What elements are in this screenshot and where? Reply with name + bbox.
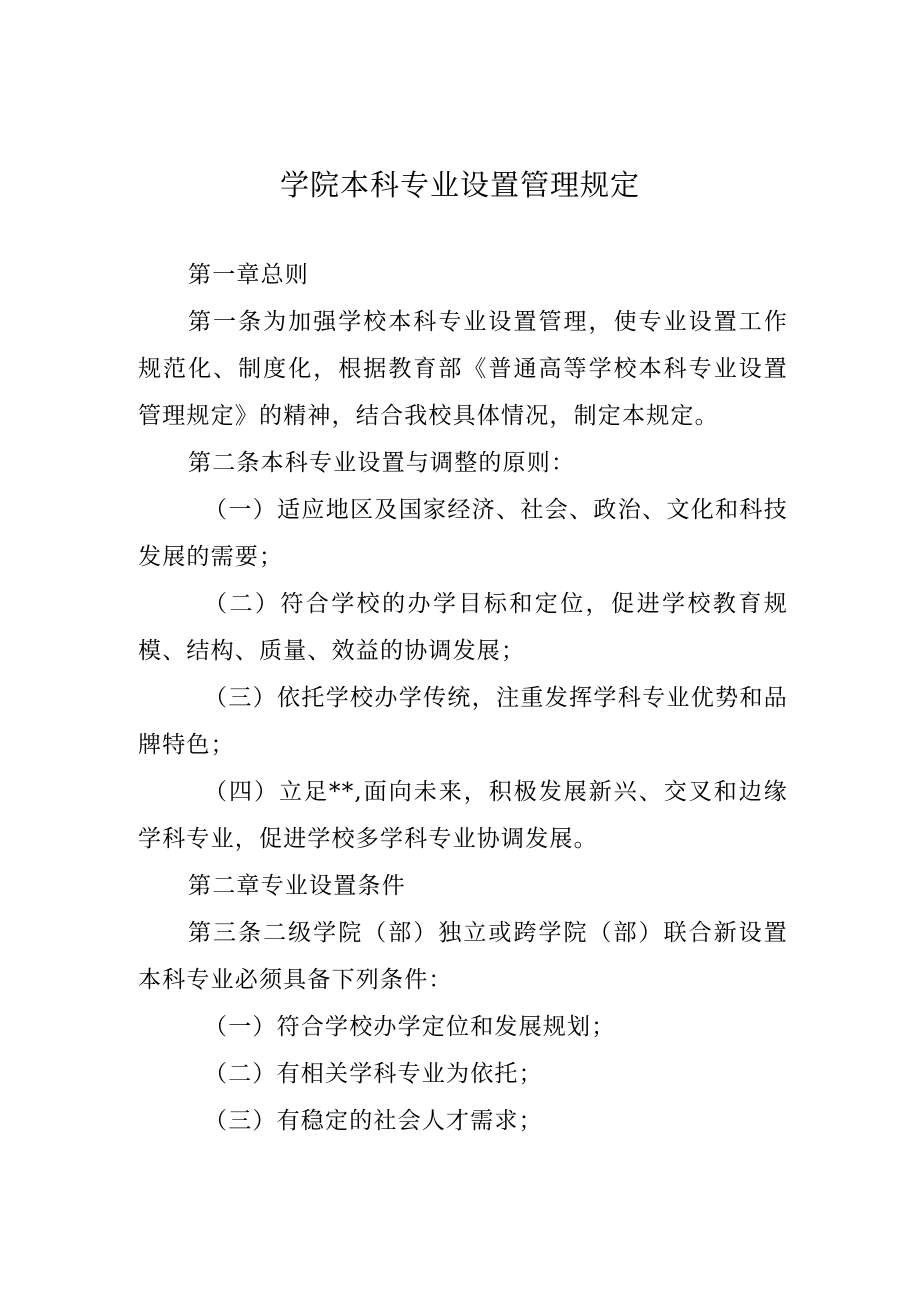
document-body <box>138 252 788 1145</box>
article-2-item-4: （四）立足**,面向未来，积极发展新兴、交叉和边缘学科专业，促进学校多学科专业协调发展。 <box>138 779 788 852</box>
article-3-item-1: （一）符合学校办学定位和发展规划； <box>204 1014 616 1040</box>
article-3: 第三条二级学院（部）独立或跨学院（部）联合新设置本科专业必须具备下列条件： <box>138 920 788 993</box>
article-2-item-1: （一）适应地区及国家经济、社会、政治、文化和科技发展的需要； <box>138 497 788 570</box>
chapter-heading-1: 第一章总则 <box>188 262 309 288</box>
article-2: 第二条本科专业设置与调整的原则： <box>188 450 576 476</box>
article-1: 第一条为加强学校本科专业设置管理，使专业设置工作规范化、制度化，根据教育部《普通高等学校本科专业设置管理规定》的精神，结合我校具体情况，制定本规定。 <box>138 309 788 429</box>
article-2-item-2: （二）符合学校的办学目标和定位，促进学校教育规模、结构、质量、效益的协调发展； <box>138 591 788 664</box>
document-title: 学院本科专业设置管理规定 <box>279 168 640 202</box>
article-3-item-3: （三）有稳定的社会人才需求； <box>204 1108 543 1134</box>
article-2-item-3: （三）依托学校办学传统，注重发挥学科专业优势和品牌特色； <box>138 685 788 758</box>
chapter-heading-2: 第二章专业设置条件 <box>188 873 406 899</box>
article-3-item-2: （二）有相关学科专业为依托； <box>204 1061 543 1087</box>
